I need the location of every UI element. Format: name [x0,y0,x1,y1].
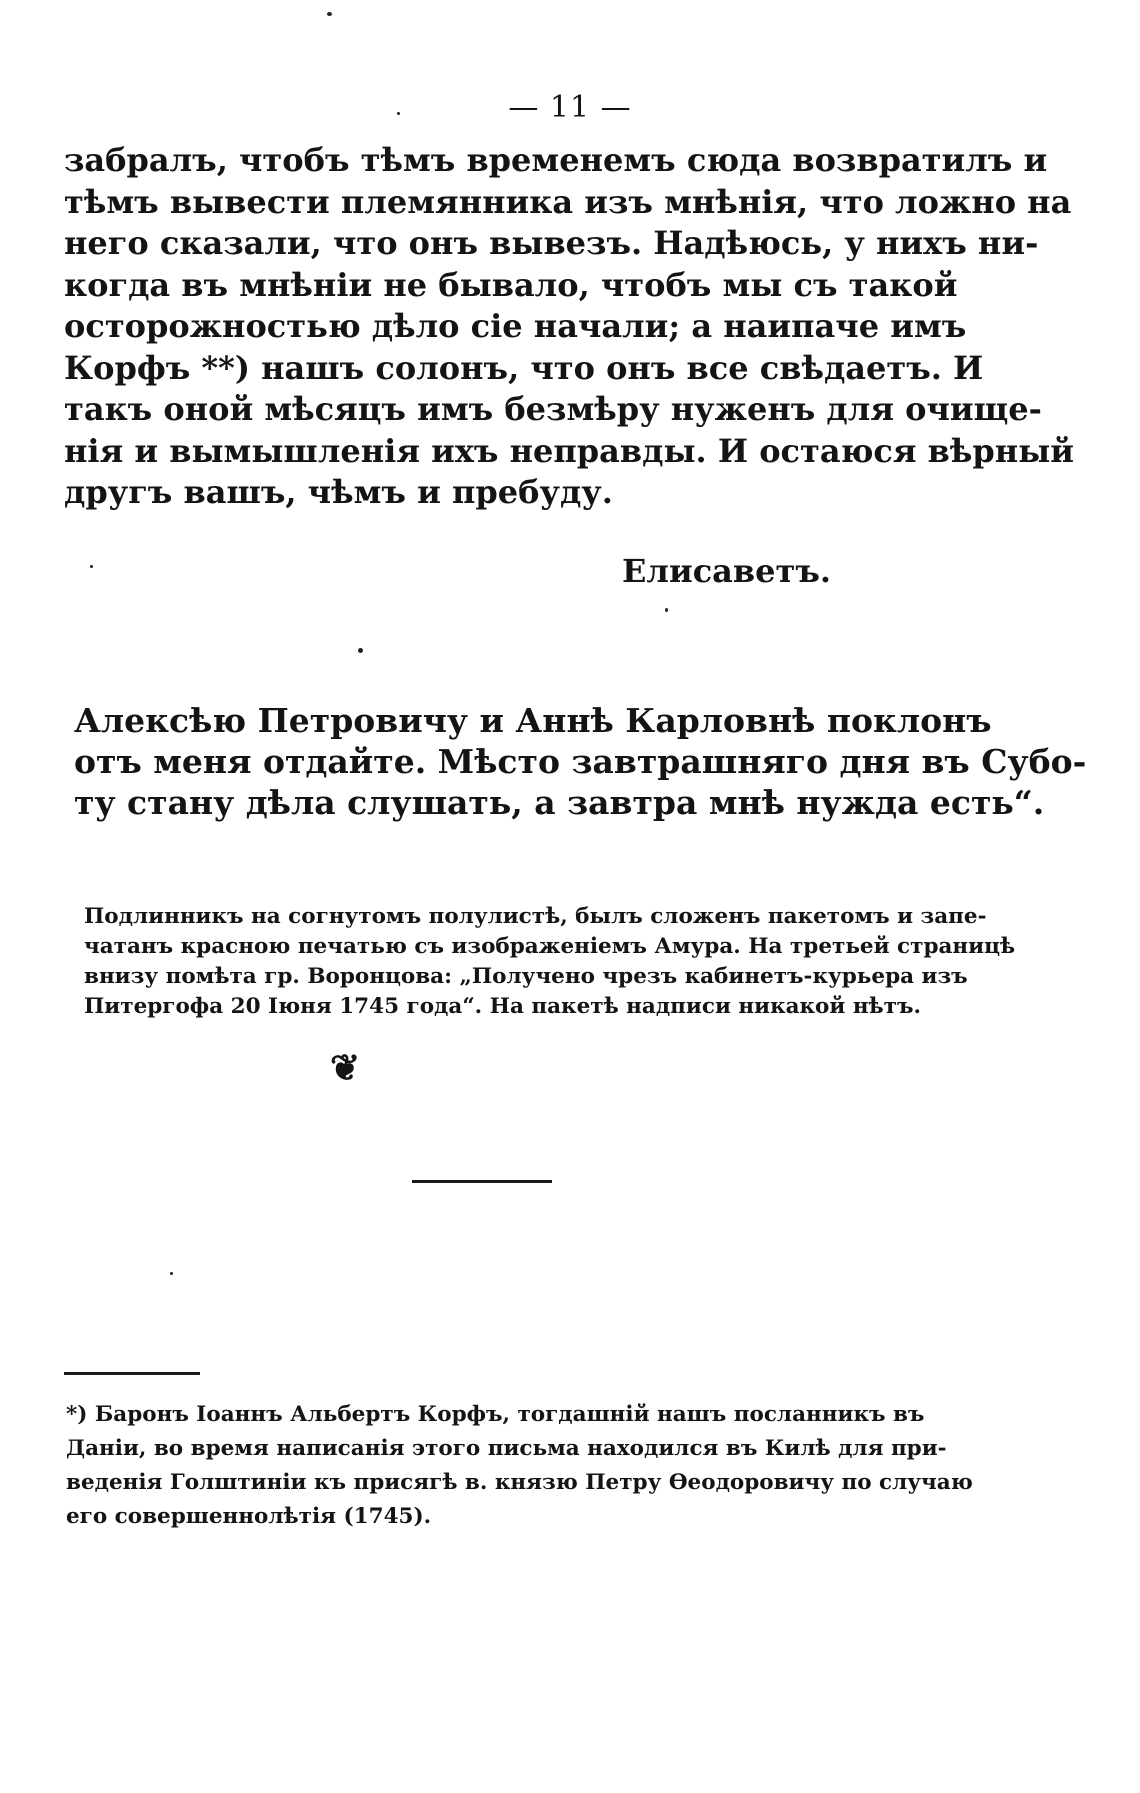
scan-speck [358,648,363,653]
postscript-line: отъ меня отдайте. Мѣсто завтрашняго дня въ Субо- [74,742,1087,781]
letter-line: нія и вымышленія ихъ неправды. И остаюся вѣрный [64,431,1075,470]
scan-speck [327,12,332,16]
letter-signature: Елисаветъ. [622,552,832,590]
scan-speck [90,565,93,568]
letter-line: такъ оной мѣсяцъ имъ безмѣру нуженъ для очище- [64,390,1042,428]
letter-body [64,140,1075,514]
note-line: Подлинникъ на согнутомъ полулистѣ, былъ сложенъ пакетомъ и запе- [84,904,987,929]
section-divider [412,1180,552,1183]
footnote-divider [64,1372,200,1375]
scan-speck [170,1272,173,1275]
postscript-line: ту стану дѣла слушать, а завтра мнѣ нужда есть“. [74,783,1045,822]
letter-line: другъ вашъ, чѣмъ и пребуду. [64,473,613,511]
footnote-line: его совершеннолѣтія (1745). [66,1504,432,1529]
editorial-note [84,902,1016,1022]
letter-line: когда въ мнѣніи не бывало, чтобъ мы съ такой [64,265,958,304]
postscript [74,700,1087,823]
footnote-line: веденія Голштиніи къ присягѣ в. князю Петру Ѳеодоровичу по случаю [66,1470,973,1495]
scan-speck [397,112,400,115]
letter-line: него сказали, что онъ вывезъ. Надѣюсь, у нихъ ни- [64,224,1039,262]
note-line: Питергофа 20 Іюня 1745 года“. На пакетѣ надписи никакой нѣтъ. [84,994,921,1019]
scan-speck [665,608,668,612]
page-number: — 11 — [508,90,632,125]
footnote-line: Даніи, во время написанія этого письма находился въ Килѣ для при- [66,1436,947,1461]
postscript-line: Алексѣю Петровичу и Аннѣ Карловнѣ поклонъ [74,701,992,740]
ornament-icon: ❦ [330,1047,361,1089]
letter-line: Корфъ **) нашъ солонъ, что онъ все свѣдаетъ. И [64,348,984,387]
footnote [66,1398,973,1534]
note-line: внизу помѣта гр. Воронцова: „Получено чрезъ кабинетъ-курьера изъ [84,964,968,989]
letter-line: тѣмъ вывести племянника изъ мнѣнія, что ложно на [64,182,1072,221]
letter-line: забралъ, чтобъ тѣмъ временемъ сюда возвратилъ и [64,141,1048,179]
footnote-line: *) Баронъ Іоаннъ Альбертъ Корфъ, тогдашній нашъ посланникъ въ [66,1402,925,1427]
letter-line: осторожностью дѣло сіе начали; а наипаче имъ [64,307,967,345]
note-line: чатанъ красною печатью съ изображеніемъ Амура. На третьей страницѣ [84,934,1016,959]
